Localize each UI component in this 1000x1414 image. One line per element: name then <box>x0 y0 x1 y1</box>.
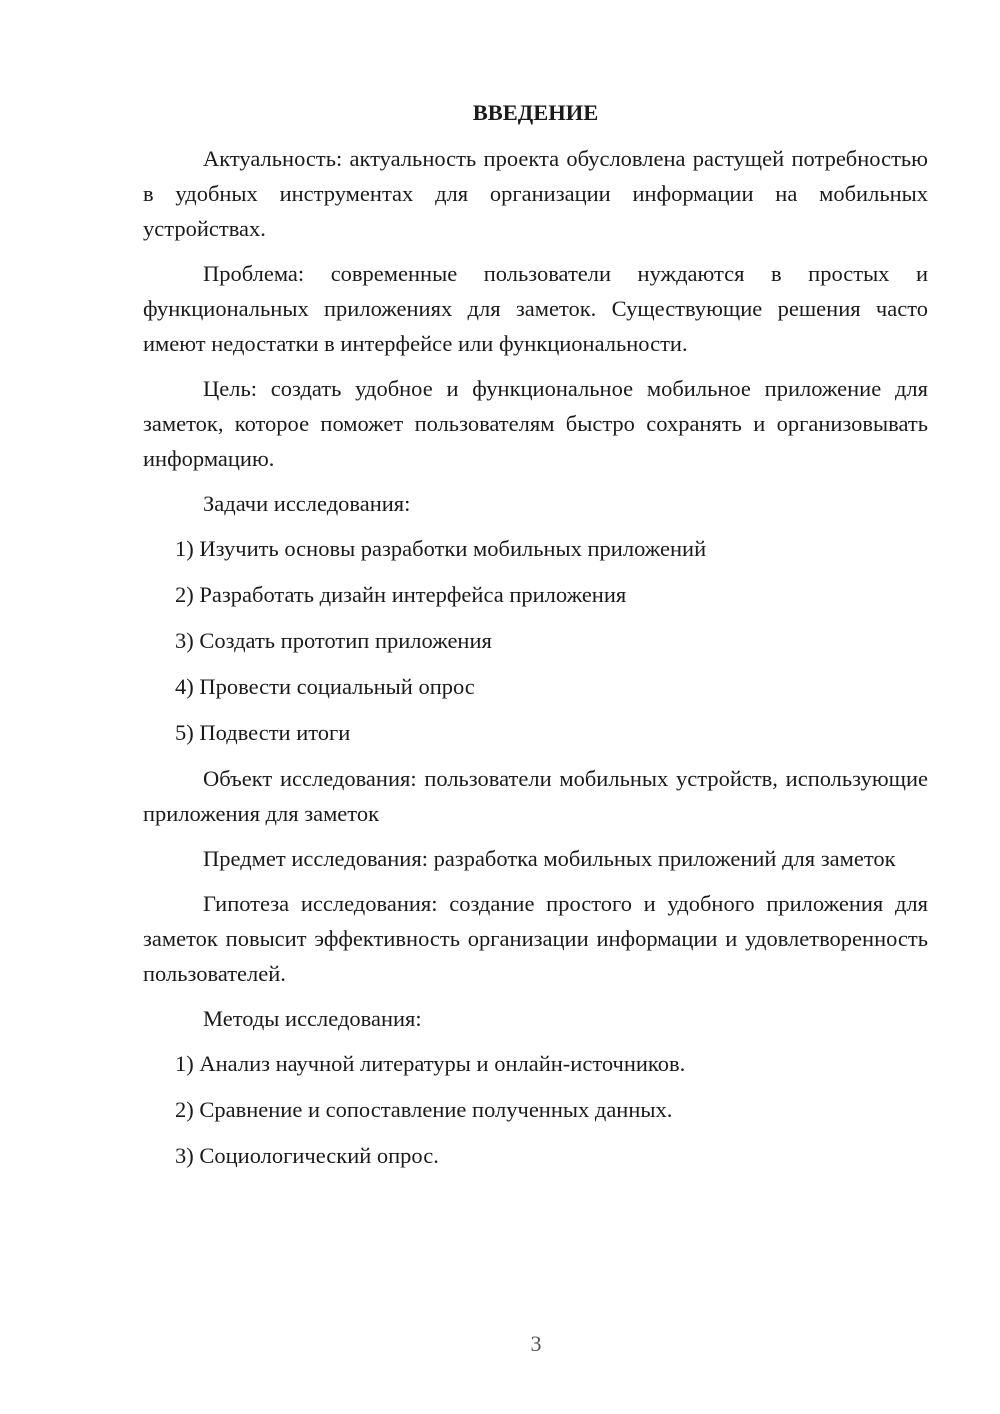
object-paragraph: Объект исследования: пользователи мобильных устройств, использующие приложения для заметок <box>143 766 928 826</box>
page-content <box>143 95 928 1184</box>
methods-list <box>143 1046 928 1173</box>
goal-paragraph: Цель: создать удобное и функциональное мобильное приложение для заметок, которое поможет пользователям быстро сохранять и организовывать информацию. <box>143 376 928 471</box>
list-item: 5) Подвести итоги <box>175 720 351 745</box>
list-item: 3) Социологический опрос. <box>175 1143 439 1168</box>
tasks-heading: Задачи исследования: <box>203 491 411 516</box>
tasks-list <box>143 531 928 750</box>
list-item: 4) Провести социальный опрос <box>175 674 475 699</box>
relevance-paragraph: Актуальность: актуальность проекта обусловлена растущей потребностью в удобных инструментах для организации информации на мобильных устройствах. <box>143 146 928 241</box>
list-item: 2) Сравнение и сопоставление полученных данных. <box>175 1097 673 1122</box>
list-item: 1) Изучить основы разработки мобильных приложений <box>175 536 707 561</box>
page-number: 3 <box>530 1331 542 1356</box>
list-item: 3) Создать прототип приложения <box>175 628 492 653</box>
section-title: ВВЕДЕНИЕ <box>472 100 599 125</box>
methods-heading: Методы исследования: <box>203 1006 422 1031</box>
list-item: 1) Анализ научной литературы и онлайн-источников. <box>175 1051 686 1076</box>
list-item: 2) Разработать дизайн интерфейса приложения <box>175 582 627 607</box>
subject-paragraph: Предмет исследования: разработка мобильных приложений для заметок <box>203 846 896 871</box>
problem-paragraph: Проблема: современные пользователи нуждаются в простых и функциональных приложениях для заметок. Существующие решения часто имеют недостатки в интерфейсе или функциональности. <box>143 261 928 356</box>
hypothesis-paragraph: Гипотеза исследования: создание простого и удобного приложения для заметок повысит эффективность организации информации и удовлетворенность пользователей. <box>143 891 928 986</box>
